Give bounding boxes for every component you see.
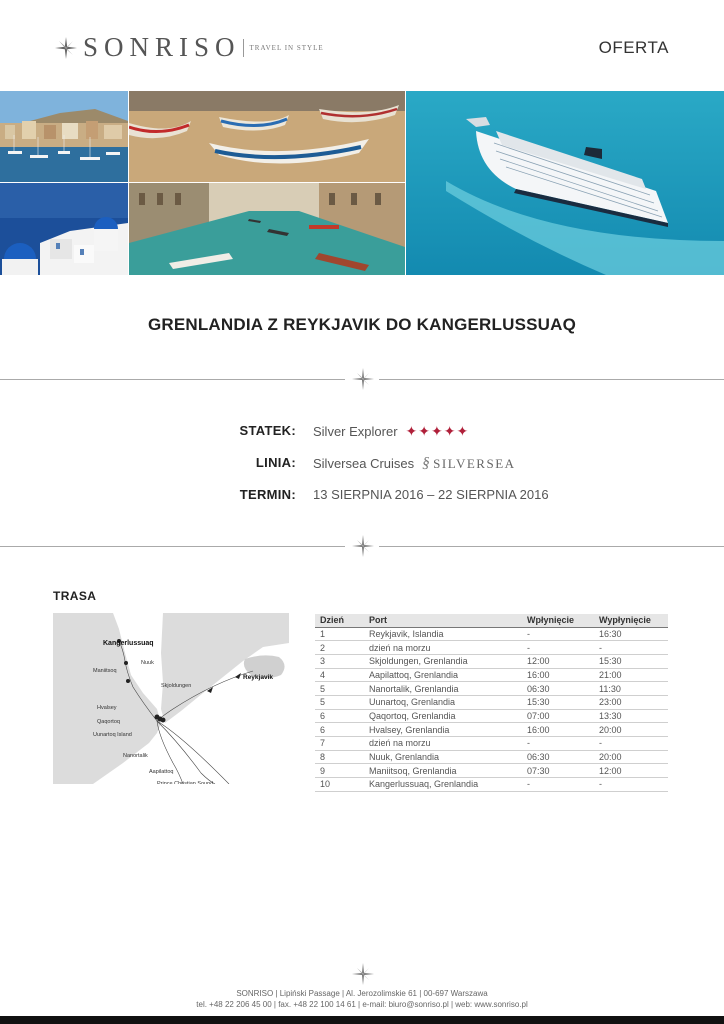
ship-name: Silver Explorer (313, 424, 398, 439)
cell-port: Nanortalik, Grenlandia (364, 682, 522, 696)
cell-arrival: 07:30 (522, 764, 594, 778)
brand-name: SONRISO (83, 32, 241, 62)
map-label-reykjavik: Reykjavik (243, 674, 273, 681)
col-header-arrival: Wpłynięcie (522, 614, 594, 627)
map-label-uunartoq: Uunartoq Island (93, 732, 132, 738)
photo-banner (0, 91, 724, 275)
cell-port: Maniitsoq, Grenlandia (364, 764, 522, 778)
table-row (315, 654, 668, 668)
map-label-hvalsey: Hvalsey (97, 705, 117, 711)
cell-departure: 20:00 (594, 750, 668, 764)
cell-port: Qaqortoq, Grenlandia (364, 709, 522, 723)
cell-day: 10 (315, 778, 364, 792)
venice-canal-photo (129, 183, 405, 275)
cell-departure: 15:30 (594, 654, 668, 668)
cell-arrival: - (522, 778, 594, 792)
compass-star-icon (352, 535, 374, 557)
cell-day: 3 (315, 654, 364, 668)
cell-port: Nuuk, Grenlandia (364, 750, 522, 764)
cell-arrival: - (522, 641, 594, 655)
line-label: LINIA: (255, 455, 296, 470)
cell-arrival: - (522, 627, 594, 641)
cell-port: dzień na morzu (364, 737, 522, 751)
cell-arrival: - (522, 737, 594, 751)
cell-departure: - (594, 737, 668, 751)
map-label-maniitsoq: Maniitsoq (93, 668, 117, 674)
rating-stars-icon: ✦✦✦✦✦ (405, 423, 470, 439)
cell-port: Reykjavik, Islandia (364, 627, 522, 641)
table-row (315, 682, 668, 696)
cell-day: 1 (315, 627, 364, 641)
itinerary-table (315, 614, 668, 792)
map-label-nuuk: Nuuk (141, 660, 154, 666)
table-row (315, 764, 668, 778)
cell-day: 4 (315, 668, 364, 682)
cell-departure: 12:00 (594, 764, 668, 778)
col-header-departure: Wypłynięcie (594, 614, 668, 627)
beach-boats-photo (129, 91, 405, 182)
cruise-title: GRENLANDIA Z REYKJAVIK DO KANGERLUSSUAQ (147, 315, 577, 334)
table-row (315, 641, 668, 655)
cell-day: 6 (315, 723, 364, 737)
compass-star-icon (55, 37, 77, 59)
ship-row (0, 423, 724, 443)
route-heading: TRASA (53, 589, 97, 603)
cell-port: Skjoldungen, Grenlandia (364, 654, 522, 668)
cell-day: 5 (315, 682, 364, 696)
brand-tagline: TRAVEL IN STYLE (249, 43, 324, 52)
col-header-day: Dzień (315, 614, 364, 627)
bottom-bar (0, 1016, 724, 1024)
section-divider (0, 368, 724, 392)
footer-phone-email: tel. +48 22 206 45 00 | fax. +48 22 100 14 61 | e-mail: biuro@sonriso.pl | web: www.sonriso.pl (196, 1000, 528, 1009)
table-row (315, 668, 668, 682)
section-divider (0, 535, 724, 559)
map-label-prince-christian-sound: Prince Christian Sound (157, 781, 214, 784)
term-row (0, 487, 724, 507)
footer-divider (0, 963, 724, 987)
cell-arrival: 16:00 (522, 723, 594, 737)
term-label: TERMIN: (239, 487, 296, 502)
cell-port: Hvalsey, Grenlandia (364, 723, 522, 737)
cell-arrival: 06:30 (522, 682, 594, 696)
cell-day: 5 (315, 695, 364, 709)
cell-departure: 21:00 (594, 668, 668, 682)
cruise-ship-photo (406, 91, 724, 275)
cell-arrival: 12:00 (522, 654, 594, 668)
map-label-skjoldungen: Skjoldungen (161, 683, 192, 689)
offer-label: OFERTA (598, 38, 669, 57)
table-row (315, 723, 668, 737)
table-row (315, 737, 668, 751)
cell-departure: - (594, 641, 668, 655)
cell-departure: 20:00 (594, 723, 668, 737)
cell-arrival: 06:30 (522, 750, 594, 764)
cell-departure: 23:00 (594, 695, 668, 709)
silversea-logo (422, 455, 515, 472)
cell-day: 6 (315, 709, 364, 723)
table-row (315, 627, 668, 641)
line-row (0, 455, 724, 475)
brand-logo (55, 32, 324, 63)
ship-label: STATEK: (239, 423, 296, 438)
cell-departure: - (594, 778, 668, 792)
cell-day: 2 (315, 641, 364, 655)
silversea-logo-text: SILVERSEA (433, 455, 516, 471)
route-map (53, 613, 289, 784)
cell-port: Uunartoq, Grenlandia (364, 695, 522, 709)
cell-port: Aapilattoq, Grenlandia (364, 668, 522, 682)
map-label-qaqortoq: Qaqortoq (97, 719, 120, 725)
cell-departure: 11:30 (594, 682, 668, 696)
cell-departure: 13:30 (594, 709, 668, 723)
cell-port: Kangerlussuaq, Grenlandia (364, 778, 522, 792)
line-name: Silversea Cruises (313, 456, 415, 471)
map-label-kangerlussuaq: Kangerlussuaq (103, 640, 154, 647)
silversea-mark-icon: § (422, 455, 432, 471)
footer-contact (0, 988, 724, 1010)
table-row (315, 778, 668, 792)
cell-arrival: 16:00 (522, 668, 594, 682)
cell-day: 7 (315, 737, 364, 751)
cell-arrival: 07:00 (522, 709, 594, 723)
compass-star-icon (352, 368, 374, 390)
table-header-row (315, 614, 668, 627)
table-row (315, 750, 668, 764)
logo-separator (243, 39, 244, 57)
cell-day: 9 (315, 764, 364, 778)
footer-address: SONRISO | Lipiński Passage | Al. Jerozolimskie 61 | 00-697 Warszawa (236, 989, 488, 998)
map-label-aapilattoq: Aapilattoq (149, 769, 174, 775)
santorini-photo (0, 183, 128, 275)
line-value (313, 455, 516, 472)
ship-value (313, 423, 469, 440)
cell-departure: 16:30 (594, 627, 668, 641)
cell-arrival: 15:30 (522, 695, 594, 709)
cell-port: dzień na morzu (364, 641, 522, 655)
map-label-nanortalik: Nanortalik (123, 753, 148, 759)
table-row (315, 709, 668, 723)
term-value: 13 SIERPNIA 2016 – 22 SIERPNIA 2016 (313, 487, 549, 502)
cell-day: 8 (315, 750, 364, 764)
compass-star-icon (352, 963, 374, 985)
table-row (315, 695, 668, 709)
col-header-port: Port (364, 614, 522, 627)
harbor-photo (0, 91, 128, 182)
